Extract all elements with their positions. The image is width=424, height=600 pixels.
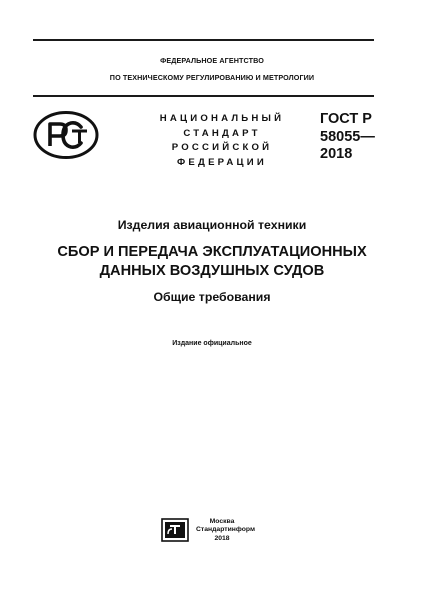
national-standard-block — [152, 112, 292, 170]
standartinform-logo — [161, 518, 189, 542]
publisher-city: Москва — [209, 518, 235, 525]
standard-line-1: НАЦИОНАЛЬНЫЙ — [159, 113, 285, 124]
standartinform-logo-icon — [161, 518, 189, 542]
agency-line-2: ПО ТЕХНИЧЕСКОМУ РЕГУЛИРОВАНИЮ И МЕТРОЛОГИИ — [109, 73, 315, 82]
gost-number-block — [320, 111, 375, 164]
publisher-year: 2018 — [214, 534, 230, 542]
standard-line-4: ФЕДЕРАЦИИ — [177, 156, 267, 168]
document-category: Изделия авиационной техники — [117, 218, 307, 232]
gost-line-2: 58055— — [320, 128, 375, 145]
document-title — [0, 243, 424, 280]
gost-r-logo — [33, 110, 99, 160]
top-rule — [33, 39, 374, 41]
agency-line-1: ФЕДЕРАЛЬНОЕ АГЕНТСТВО — [160, 56, 264, 65]
gost-line-1: ГОСТ Р — [320, 111, 372, 127]
standard-line-2: СТАНДАРТ — [183, 127, 261, 139]
header-rule — [33, 95, 374, 97]
gost-line-3: 2018 — [320, 146, 353, 162]
standard-line-3: РОССИЙСКОЙ — [171, 142, 273, 154]
gost-r-logo-icon — [33, 110, 99, 160]
edition-note: Издание официальное — [172, 340, 252, 347]
publisher-info — [196, 518, 255, 543]
document-title-line-2: ДАННЫХ ВОЗДУШНЫХ СУДОВ — [99, 262, 325, 279]
document-subtitle: Общие требования — [153, 290, 271, 304]
document-title-line-1: СБОР И ПЕРЕДАЧА ЭКСПЛУАТАЦИОННЫХ — [57, 244, 367, 260]
publisher-name: Стандартинформ — [196, 526, 255, 534]
